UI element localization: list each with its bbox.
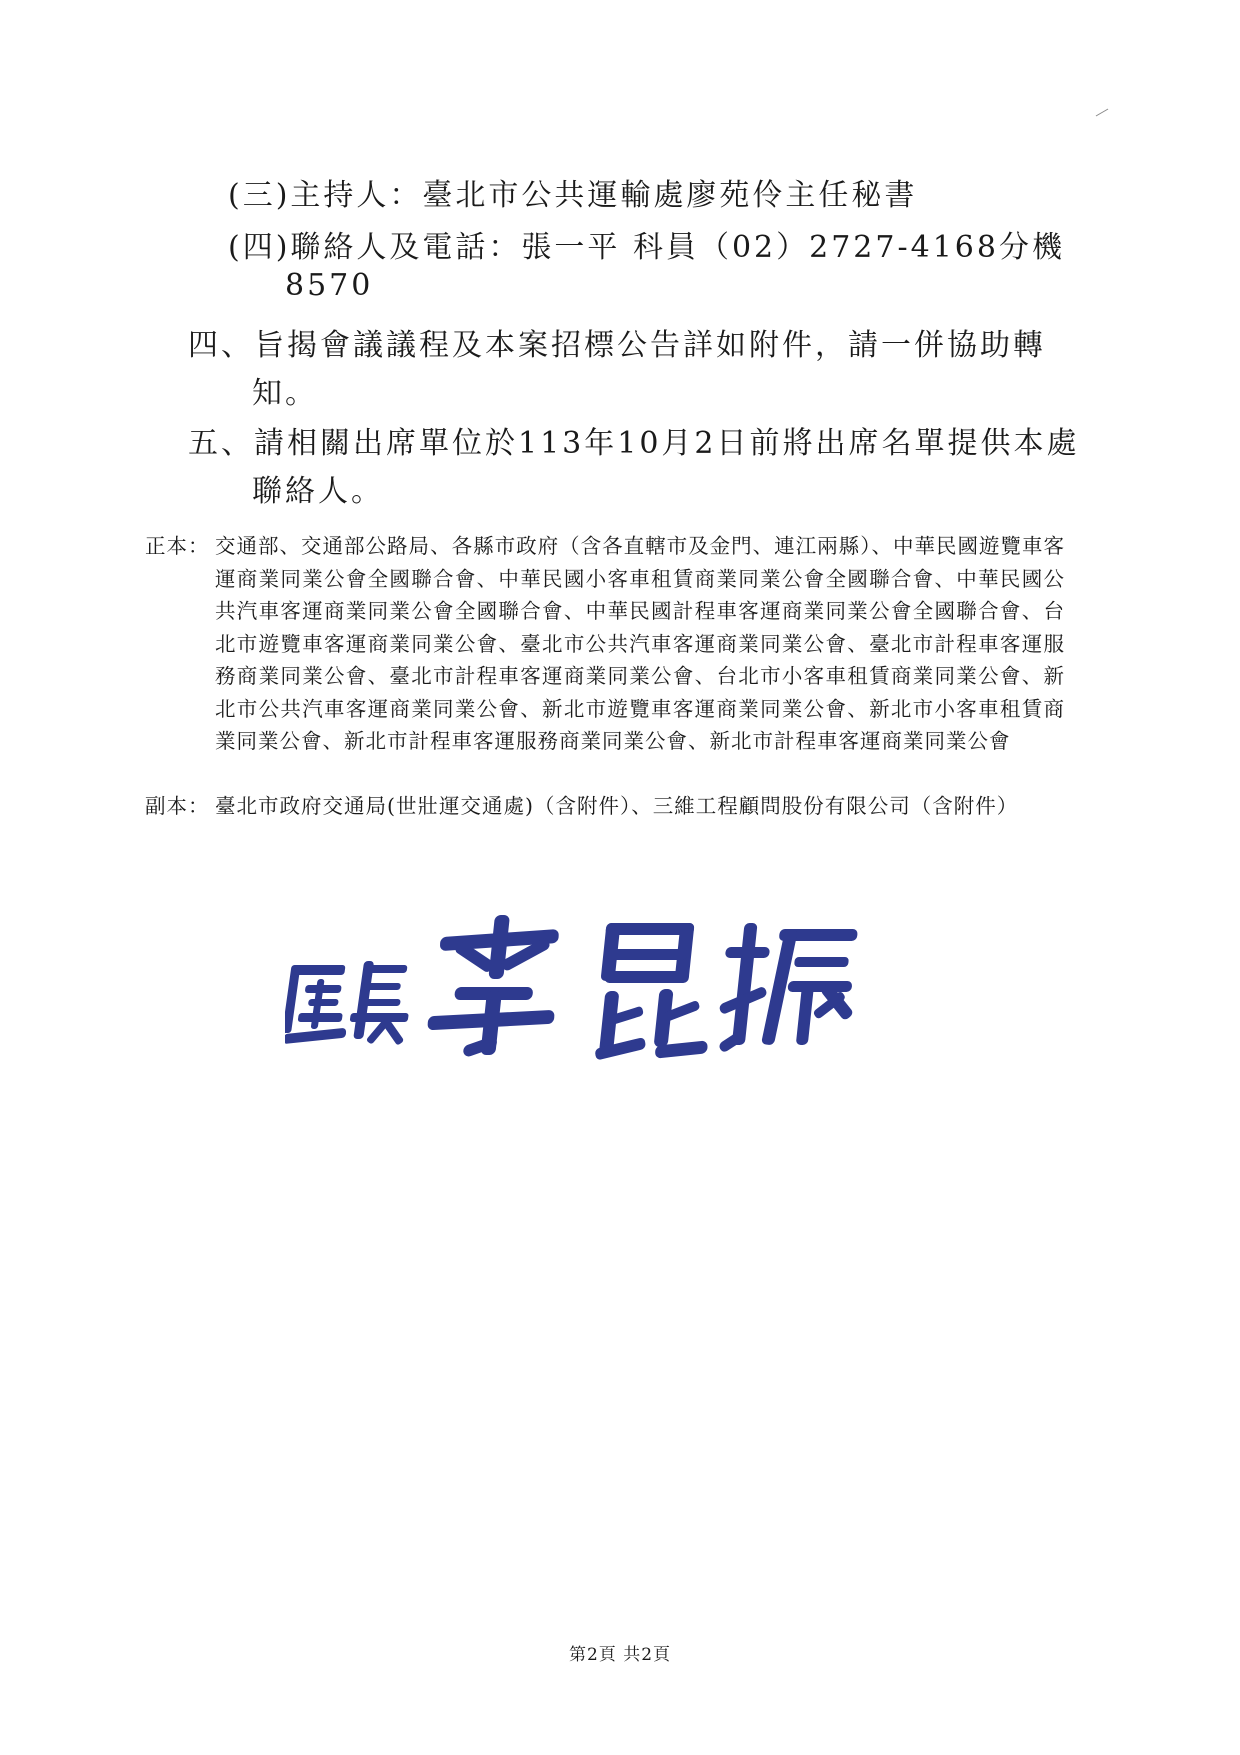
item-four-line2: 知。 [252, 376, 318, 411]
page-indicator: 第2頁 共2頁 [568, 1645, 672, 1665]
item-4-contact-line2: 8570 [285, 268, 374, 303]
copy-recipients-list: 臺北市政府交通局(世壯運交通處)（含附件）、三維工程顧問股份有限公司（含附件） [215, 794, 1019, 818]
item-four-line1: 四、旨揭會議議程及本案招標公告詳如附件，請一併協助轉 [188, 328, 1046, 363]
scan-artifact [1096, 109, 1109, 117]
item-five-line2: 聯絡人。 [252, 474, 384, 509]
item-3-host: (三)主持人：臺北市公共運輸處廖苑伶主任秘書 [228, 178, 918, 213]
item-4-contact-line1: (四)聯絡人及電話：張一平 科員（02）2727-4168分機 [228, 230, 1065, 265]
signature-ink [285, 915, 864, 1061]
copy-recipients-block [145, 790, 1105, 860]
main-recipients-label: 正本： [145, 534, 210, 558]
copy-recipients-label: 副本： [145, 794, 210, 818]
main-recipients-list: 交通部、交通部公路局、各縣市政府（含各直轄市及金門、連江兩縣）、中華民國遊覽車客運商業同業公會全國聯合會、中華民國小客車租賃商業同業公會全國聯合會、中華民國公共汽車客運商業同業公會全國聯合會、中華民國計程車客運商業同業公會全國聯合會、台北市遊覽車客運商業同業公會、臺北市公共汽車客運商業同業公會、臺北市計程車客運服務商業同業公會、臺北市計程車客運商業同業公會、台北市小客車租賃商業同業公會、新北市公共汽車客運商業同業公會、新北市遊覽車客運商業同業公會、新北市小客車租賃商業同業公會、新北市計程車客運服務商業同業公會、新北市計程車客運商業同業公會 [215, 534, 1065, 753]
director-signature-seal [285, 915, 865, 1065]
signature-stamp-graphic [285, 915, 865, 1065]
item-five-line1: 五、請相關出席單位於113年10月2日前將出席名單提供本處 [188, 426, 1080, 461]
main-recipients-block [145, 530, 1105, 800]
